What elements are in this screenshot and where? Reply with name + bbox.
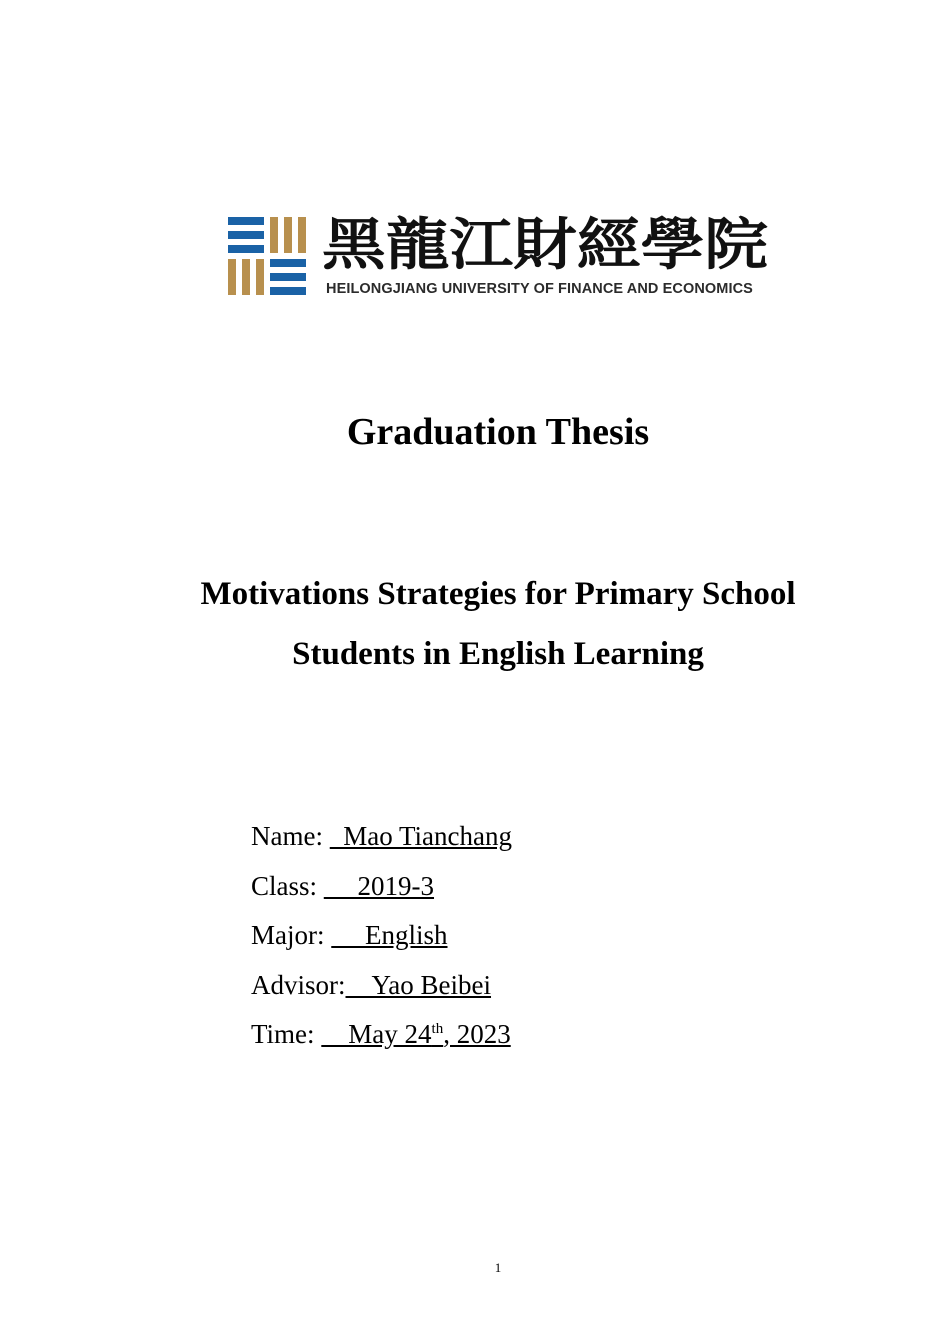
advisor-value: Yao Beibei — [345, 969, 492, 1000]
university-logo — [228, 208, 773, 300]
university-chinese-name — [322, 212, 770, 274]
student-info-block — [251, 816, 512, 1064]
info-row-name — [251, 816, 512, 866]
time-value-year: , 2023 — [443, 1019, 511, 1049]
thesis-title — [0, 564, 950, 684]
info-row-major — [251, 915, 512, 965]
university-emblem-icon — [228, 217, 308, 295]
time-value-ordinal: th — [431, 1021, 444, 1037]
major-label: Major: — [251, 920, 332, 950]
document-type-heading: Graduation Thesis — [346, 411, 650, 453]
page-number: 1 — [494, 1260, 502, 1275]
thesis-title-line-1: Motivations Strategies for Primary School — [200, 576, 796, 612]
time-value-date: May 24 — [321, 1019, 432, 1049]
thesis-title-line-2: Students in English Learning — [292, 636, 704, 672]
name-label: Name: — [251, 821, 330, 851]
class-value: 2019-3 — [323, 870, 435, 901]
name-value: Mao Tianchang — [329, 821, 512, 851]
info-row-advisor — [251, 965, 512, 1015]
time-label: Time: — [251, 1019, 322, 1049]
info-row-class — [251, 866, 512, 916]
major-value: English — [331, 920, 448, 950]
chinese-name-text: 黑龍江財經學院 — [322, 212, 768, 274]
class-label: Class: — [251, 870, 324, 901]
time-value — [321, 1019, 510, 1049]
info-row-time — [251, 1014, 512, 1064]
university-english-name: HEILONGJIANG UNIVERSITY OF FINANCE AND ECONOMICS — [326, 281, 753, 297]
advisor-label: Advisor: — [251, 969, 346, 1000]
